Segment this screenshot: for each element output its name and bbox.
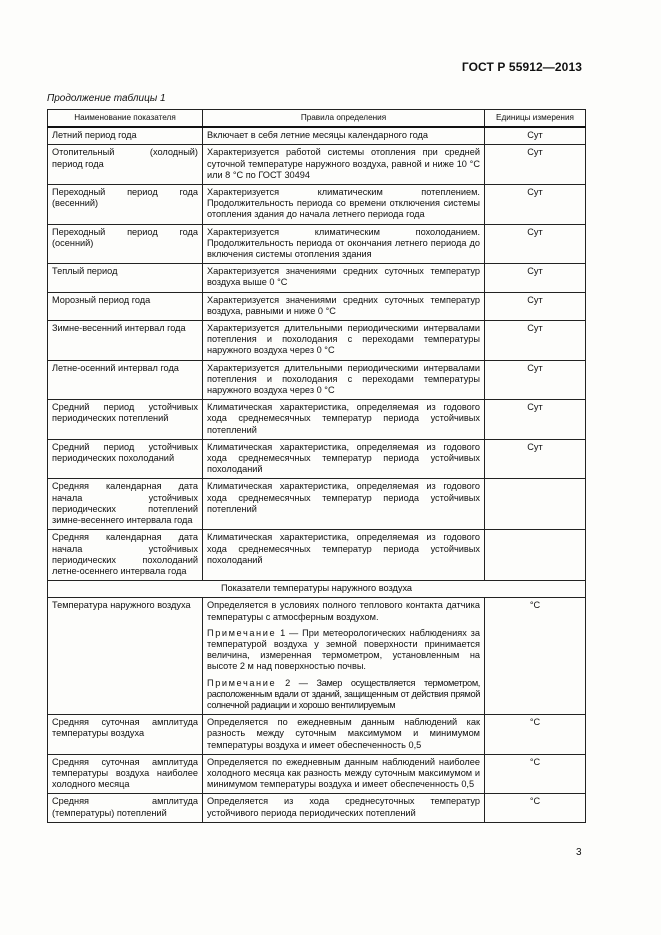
table-row [48,264,586,292]
indicator-rule: Климатическая характеристика, определяемая из годового хода среднемесячных температур периода устойчивых потеплений [203,400,485,440]
note-1-label: Примечание [207,627,277,638]
table-row [48,321,586,361]
indicator-unit: °С [485,715,586,755]
table-row [48,360,586,400]
indicator-rule: Определяется из хода среднесуточных температур устойчивого периода периодических потеплений [203,794,485,822]
table-row [48,754,586,794]
note-1-text: 1 — При метеорологических наблюдениях за температурой воздуха у земной поверхности принимается величина, измеренная термометром, установленным на высоте 2 м над поверхностью почвы. [207,627,480,672]
section-row [48,581,586,598]
table-row [48,794,586,822]
indicator-unit: Сут [485,127,586,145]
table-row-temperature [48,598,586,715]
table-row [48,479,586,530]
indicator-rule: Характеризуется значениями средних суточных температур воздуха выше 0 °С [203,264,485,292]
column-header-unit: Единицы измерения [485,110,586,128]
rule-main-text: Определяется в условиях полного теплового контакта датчика температуры с атмосферным воздухом. [207,600,480,622]
indicators-table [47,109,586,823]
table-row [48,224,586,264]
indicator-rule: Включает в себя летние месяцы календарного года [203,127,485,145]
indicator-rule: Климатическая характеристика, определяемая из годового хода среднемесячных температур периода устойчивых потеплений [203,479,485,530]
indicator-name: Средняя календарная дата начала устойчивых периодических похолоданий летне-осеннего интервала года [48,530,203,581]
indicator-name: Средняя календарная дата начала устойчивых периодических потеплений зимне-весеннего интервала года [48,479,203,530]
column-header-rule: Правила определения [203,110,485,128]
table-row [48,530,586,581]
indicator-rule: Климатическая характеристика, определяемая из годового хода среднемесячных температур периода устойчивых похолоданий [203,530,485,581]
table-row [48,127,586,145]
indicator-unit [485,530,586,581]
indicator-name: Средняя суточная амплитуда температуры воздуха [48,715,203,755]
indicator-name: Средний период устойчивых периодических потеплений [48,400,203,440]
table-row [48,439,586,479]
indicator-unit [485,479,586,530]
indicator-unit: Сут [485,439,586,479]
indicator-name: Теплый период [48,264,203,292]
indicator-unit: Сут [485,292,586,320]
indicator-unit: °С [485,754,586,794]
column-header-name: Наименование показателя [48,110,203,128]
indicator-unit: Сут [485,224,586,264]
indicator-name: Летне-осенний интервал года [48,360,203,400]
indicator-unit: Сут [485,185,586,225]
indicator-name: Летний период года [48,127,203,145]
document-header: ГОСТ Р 55912—2013 [461,60,582,74]
indicator-unit: Сут [485,360,586,400]
table-row [48,400,586,440]
indicator-rule [203,598,485,715]
indicator-rule: Характеризуется значениями средних суточных температур воздуха, равными и ниже 0 °С [203,292,485,320]
table-row [48,145,586,185]
indicator-unit: Сут [485,145,586,185]
indicator-rule: Характеризуется длительными периодическими интервалами потепления и похолодания с переходами температуры наружного воздуха через 0 °С [203,321,485,361]
indicator-unit: °С [485,794,586,822]
indicator-rule: Характеризуется длительными периодическими интервалами потепления и похолодания с переходами температуры наружного воздуха через 0 °С [203,360,485,400]
table-row [48,185,586,225]
indicator-name: Средний период устойчивых периодических похолоданий [48,439,203,479]
indicator-unit: °С [485,598,586,715]
indicator-name: Переходный период года (весенний) [48,185,203,225]
note-2 [207,678,480,712]
indicator-rule: Характеризуется климатическим похолоданием. Продолжительность периода от окончания летнего периода до включения системы отопления здания [203,224,485,264]
indicator-name: Отопительный (холодный) период года [48,145,203,185]
note-2-text: 2 — Замер осуществляется термометром, расположенным вдали от зданий, защищенным от действия прямой солнечной радиации и хорошо вентилируемым [207,677,480,710]
table-header-row [48,110,586,128]
indicator-unit: Сут [485,264,586,292]
indicator-name: Температура наружного воздуха [48,598,203,715]
table-continuation-caption: Продолжение таблицы 1 [47,93,166,104]
indicator-name: Переходный период года (осенний) [48,224,203,264]
indicator-name: Средняя суточная амплитуда температуры воздуха наиболее холодного месяца [48,754,203,794]
indicator-rule: Характеризуется работой системы отопления при средней суточной температуре наружного воздуха, равной и ниже 10 °С или 8 °С по ГОСТ 30494 [203,145,485,185]
indicator-name: Морозный период года [48,292,203,320]
page-number: 3 [576,847,582,858]
note-1 [207,628,480,673]
note-2-label: Примечание [207,677,277,688]
indicator-name: Средняя амплитуда (температуры) потеплений [48,794,203,822]
indicator-rule: Определяется по ежедневным данным наблюдений как разность между суточным максимумом и минимумом температуры воздуха и имеет обеспеченность 0,5 [203,715,485,755]
table-row [48,292,586,320]
section-title: Показатели температуры наружного воздуха [48,581,586,598]
indicator-unit: Сут [485,400,586,440]
table-row [48,715,586,755]
indicator-rule: Определяется по ежедневным данным наблюдений наиболее холодного месяца как разность между суточным максимумом и минимумом температуры воздуха и имеет обеспеченность 0,5 [203,754,485,794]
indicator-name: Зимне-весенний интервал года [48,321,203,361]
indicator-rule: Характеризуется климатическим потеплением. Продолжительность периода со времени отключения системы отопления здания до начала летнего периода года [203,185,485,225]
indicator-rule: Климатическая характеристика, определяемая из годового хода среднемесячных температур периода устойчивых похолоданий [203,439,485,479]
indicator-unit: Сут [485,321,586,361]
